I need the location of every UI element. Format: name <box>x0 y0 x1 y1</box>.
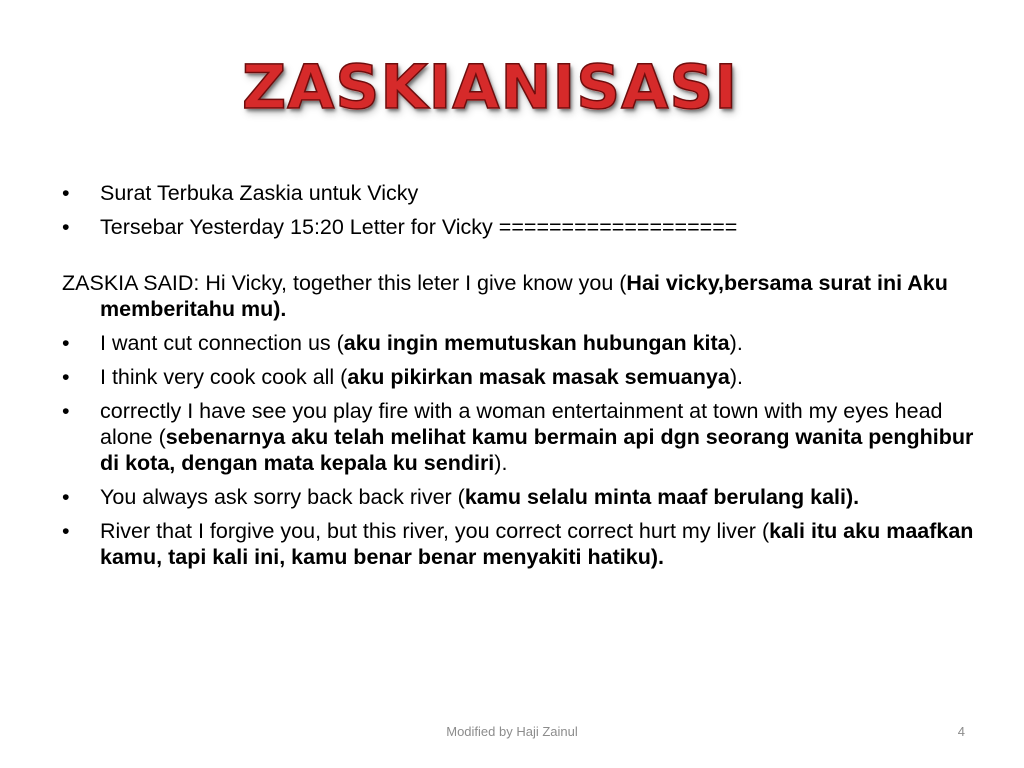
intro-text: Tersebar Yesterday 15:20 Letter for Vicky =================== <box>100 215 738 239</box>
said-plain-text: ZASKIA SAID: Hi Vicky, together this leter I give know you ( <box>62 271 627 295</box>
letter-item-1 <box>62 330 977 356</box>
item-bold-text: kali itu aku maafkan kamu, tapi kali ini, kamu benar benar menyakiti hatiku). <box>100 519 974 569</box>
item-tail-text: ). <box>729 331 743 355</box>
bullet-icon: • <box>62 519 70 543</box>
item-tail-text: ). <box>494 451 508 475</box>
item-bold-text: aku pikirkan masak masak semuanya <box>347 365 730 389</box>
bullet-icon: • <box>62 365 70 389</box>
page-number: 4 <box>957 724 965 739</box>
bullet-icon: • <box>62 215 70 239</box>
item-tail-text: ). <box>729 365 743 389</box>
letter-item-4 <box>62 484 977 510</box>
item-plain-text: I think very cook cook all ( <box>100 365 348 389</box>
bullet-icon: • <box>62 485 70 509</box>
bullet-icon: • <box>62 331 70 355</box>
intro-text: Surat Terbuka Zaskia untuk Vicky <box>100 181 419 205</box>
zaskia-said-paragraph <box>62 270 977 322</box>
letter-item-5 <box>62 518 977 570</box>
spacer <box>62 248 977 270</box>
bullet-icon: • <box>62 399 70 423</box>
intro-item-2 <box>62 214 977 240</box>
letter-item-2 <box>62 364 977 390</box>
bullet-icon: • <box>62 181 70 205</box>
item-plain-text: I want cut connection us ( <box>100 331 344 355</box>
intro-item-1 <box>62 180 977 206</box>
item-bold-text: kamu selalu minta maaf berulang kali). <box>464 485 860 509</box>
item-plain-text: correctly I have see you play fire with a woman entertainment at town with my eyes head alone ( <box>100 399 943 449</box>
item-bold-text: sebenarnya aku telah melihat kamu bermain api dgn seorang wanita penghibur di kota, dengan mata kepala ku sendiri <box>100 425 974 475</box>
item-bold-text: aku ingin memutuskan hubungan kita <box>343 331 730 355</box>
slide-title: ZASKIANISASI <box>241 52 739 123</box>
item-plain-text: You always ask sorry back back river ( <box>100 485 465 509</box>
letter-item-3 <box>62 398 977 476</box>
slide-body <box>62 180 977 578</box>
item-plain-text: River that I forgive you, but this river, you correct correct hurt my liver ( <box>100 519 770 543</box>
said-bold-text: Hai vicky,bersama surat ini Aku memberitahu mu). <box>100 271 948 321</box>
footer-credit: Modified by Haji Zainul <box>446 724 578 739</box>
